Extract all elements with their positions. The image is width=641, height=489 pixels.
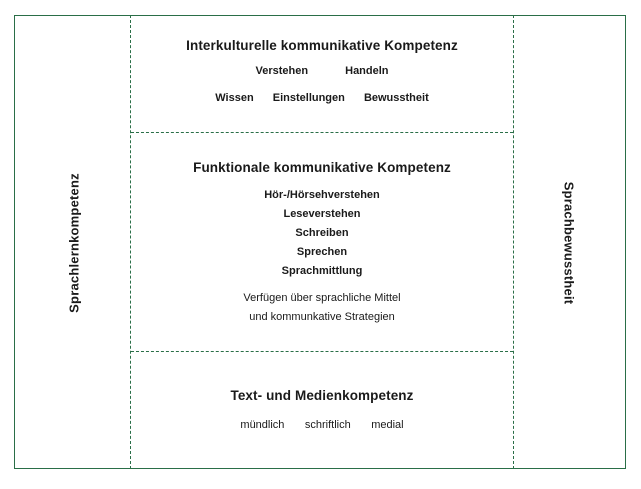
section-intercultural: [131, 38, 513, 104]
skill-item: Schreiben: [295, 227, 349, 239]
skill-item: Sprechen: [296, 246, 348, 258]
lower-dashed-divider: [131, 351, 513, 352]
upper-dashed-divider: [131, 132, 513, 133]
side-label-right: Sprachbewusstheit: [561, 181, 577, 305]
item-handeln: Handeln: [345, 65, 389, 77]
item-schriftlich: schriftlich: [304, 419, 351, 431]
intercultural-row-2: [131, 92, 513, 104]
side-label-left: Sprachlernkompetenz: [66, 173, 82, 313]
skill-item: Leseverstehen: [283, 208, 361, 220]
section-title-intercultural: Interkulturelle kommunikative Kompetenz: [186, 38, 458, 53]
functional-note-line-1: Verfügen über sprachliche Mittel: [243, 292, 401, 304]
text-media-items: [131, 415, 513, 433]
section-title-text-media: Text- und Medienkompetenz: [230, 388, 414, 403]
section-text-media: [131, 388, 513, 433]
item-verstehen: Verstehen: [255, 65, 309, 77]
section-functional: [131, 160, 513, 327]
item-medial: medial: [371, 419, 404, 431]
section-title-functional: Funktionale kommunikative Kompetenz: [193, 160, 451, 175]
item-einstellungen: Einstellungen: [272, 92, 345, 104]
skill-list: [131, 186, 513, 281]
item-muendlich: mündlich: [240, 419, 285, 431]
functional-note-line-2: und kommunkative Strategien: [249, 311, 395, 323]
right-dashed-divider: [513, 15, 514, 469]
intercultural-row-1: [131, 65, 513, 77]
item-bewusstheit: Bewusstheit: [363, 92, 429, 104]
skill-item: Sprachmittlung: [281, 265, 363, 277]
item-wissen: Wissen: [215, 92, 254, 104]
skill-item: Hör-/Hörsehverstehen: [264, 189, 380, 201]
